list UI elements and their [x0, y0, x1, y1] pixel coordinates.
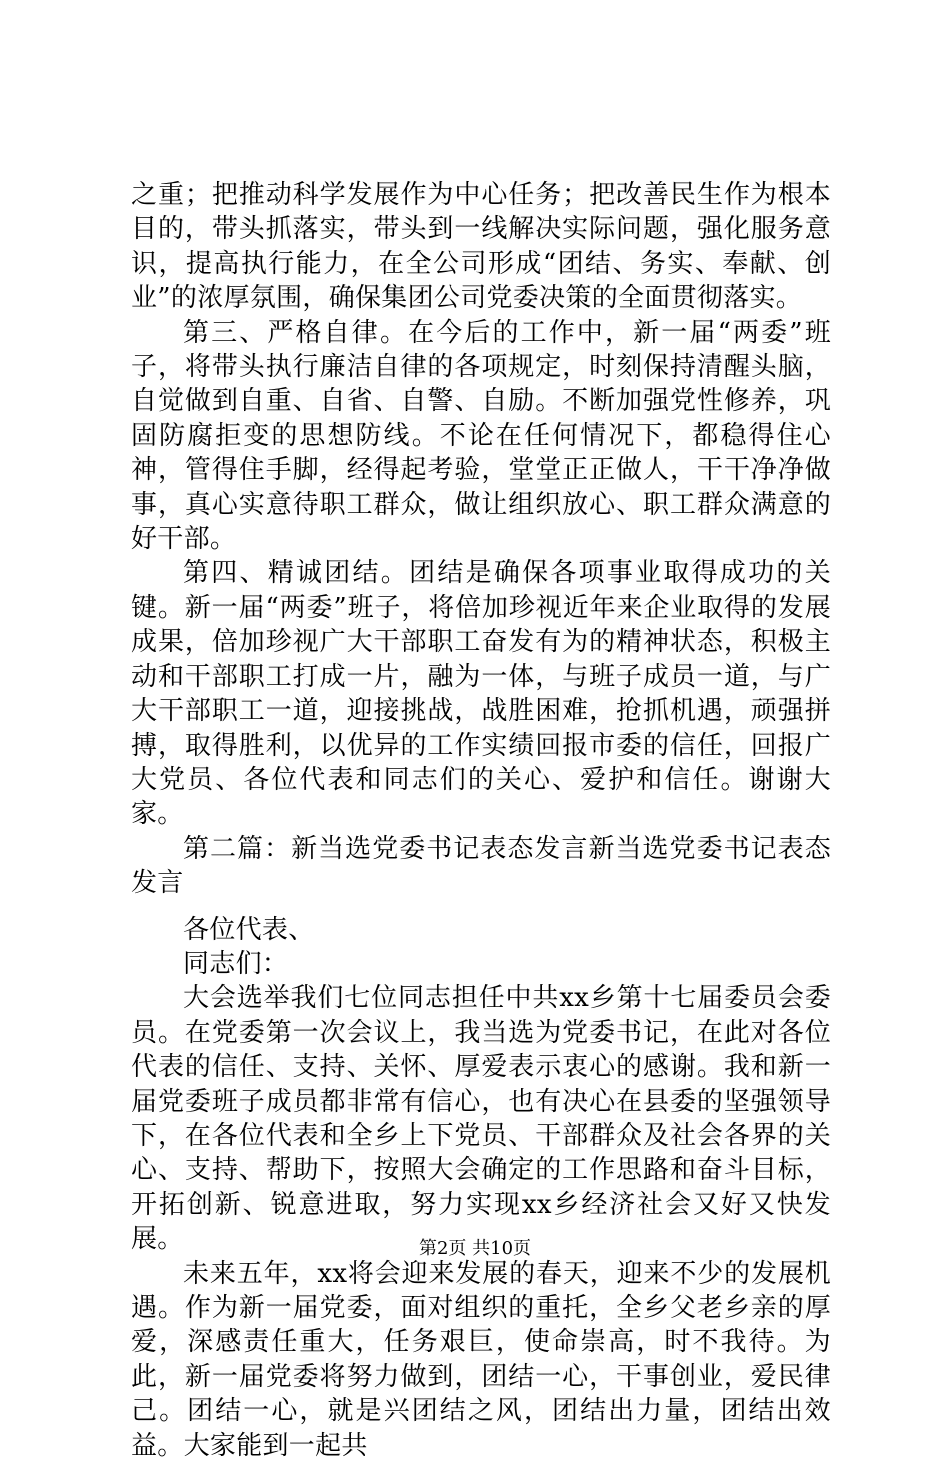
document-body: [131, 178, 831, 1463]
section-heading-part-two: 第二篇：新当选党委书记表态发言新当选党委书记表态发言: [131, 833, 831, 899]
page-number-footer: 第2页 共10页: [418, 1238, 532, 1259]
salutation-delegates: 各位代表、: [183, 914, 315, 945]
paragraph-unity: 第四、精诚团结。团结是确保各项事业取得成功的关键。新一届“两委”班子，将倍加珍视近年来企业取得的发展成果，倍加珍视广大干部职工奋发有为的精神状态，积极主动和干部职工打成一片，融为一体，与班子成员一道，与广大干部职工一道，迎接挑战，战胜困难，抢抓机遇，顽强拼搏，取得胜利，以优异的工作实绩回报市委的信任，回报广大党员、各位代表和同志们的关心、爱护和信任。谢谢大家。: [131, 558, 831, 830]
paragraph-next-five-years: 未来五年，xx将会迎来发展的春天，迎来不少的发展机遇。作为新一届党委，面对组织的重托，全乡父老乡亲的厚爱，深感责任重大，任务艰巨，使命崇高，时不我待。为此，新一届党委将努力做到，团结一心，干事创业，爱民律己。团结一心，就是兴团结之风，团结出力量，团结出效益。大家能到一起共: [131, 1258, 831, 1461]
salutation-comrades: 同志们：: [183, 948, 289, 979]
paragraph-strict-discipline: 第三、严格自律。在今后的工作中，新一届“两委”班子，将带头执行廉洁自律的各项规定，时刻保持清醒头脑，自觉做到自重、自省、自警、自励。不断加强党性修养，巩固防腐拒变的思想防线。不论在任何情况下，都稳得住心神，管得住手脚，经得起考验，堂堂正正做人，干干净净做事，真心实意待职工群众，做让组织放心、职工群众满意的好干部。: [131, 317, 831, 555]
paragraph-election: 大会选举我们七位同志担任中共xx乡第十七届委员会委员。在党委第一次会议上，我当选为党委书记，在此对各位代表的信任、支持、关怀、厚爱表示衷心的感谢。我和新一届党委班子成员都非常有信心，也有决心在县委的坚强领导下，在各位代表和全乡上下党员、干部群众及社会各界的关心、支持、帮助下，按照大会确定的工作思路和奋斗目标，开拓创新、锐意进取，努力实现xx乡经济社会又好又快发展。: [131, 983, 831, 1255]
paragraph-continuation: 之重；把推动科学发展作为中心任务；把改善民生作为根本目的，带头抓落实，带头到一线解决实际问题，强化服务意识，提高执行能力，在全公司形成“团结、务实、奉献、创业”的浓厚氛围，确保集团公司党委决策的全面贯彻落实。: [131, 180, 831, 314]
